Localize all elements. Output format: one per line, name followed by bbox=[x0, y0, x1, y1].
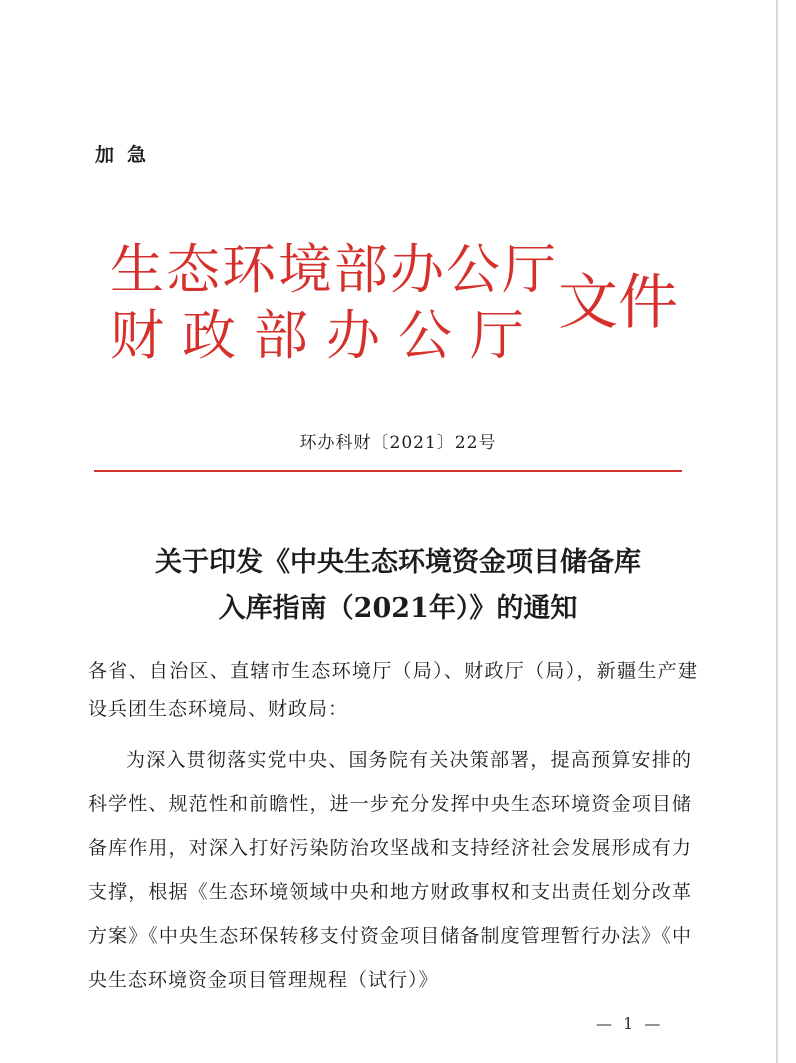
document-title bbox=[0, 540, 796, 632]
title-line-1: 关于印发《中央生态环境资金项目储备库 bbox=[155, 547, 641, 578]
page-number: — 1 — bbox=[596, 1014, 664, 1033]
issuer-line-ministry-office: 生态环境部办公厅 bbox=[110, 238, 558, 301]
red-separator-rule bbox=[94, 470, 682, 472]
title-line-2: 入库指南（2021年）》的通知 bbox=[218, 593, 578, 624]
page-edge-line bbox=[776, 0, 778, 1063]
document-number: 环办科财〔2021〕22号 bbox=[299, 433, 497, 453]
issuer-header bbox=[110, 238, 678, 378]
urgency-label: 加急 bbox=[95, 144, 160, 166]
issuer-line-finance-office: 财政部办公厅 bbox=[110, 304, 542, 367]
body-paragraph: 为深入贯彻落实党中央、国务院有关决策部署，提高预算安排的科学性、规范性和前瞻性，进一步充分发挥中央生态环境资金项目储备库作用，对深入打好污染防治攻坚战和支持经济社会发展形成有力支撑，根据《生态环境领域中央和地方财政事权和支出责任划分改革方案》《中央生态环保转移支付资金项目储备制度管理暂行办法》《中央生态环境资金项目管理规程（试行）》 bbox=[88, 749, 692, 991]
issuer-suffix: 文件 bbox=[558, 268, 678, 338]
addressee-paragraph: 各省、自治区、直辖市生态环境厅（局）、财政厅（局），新疆生产建设兵团生态环境局、财政局： bbox=[88, 660, 698, 720]
